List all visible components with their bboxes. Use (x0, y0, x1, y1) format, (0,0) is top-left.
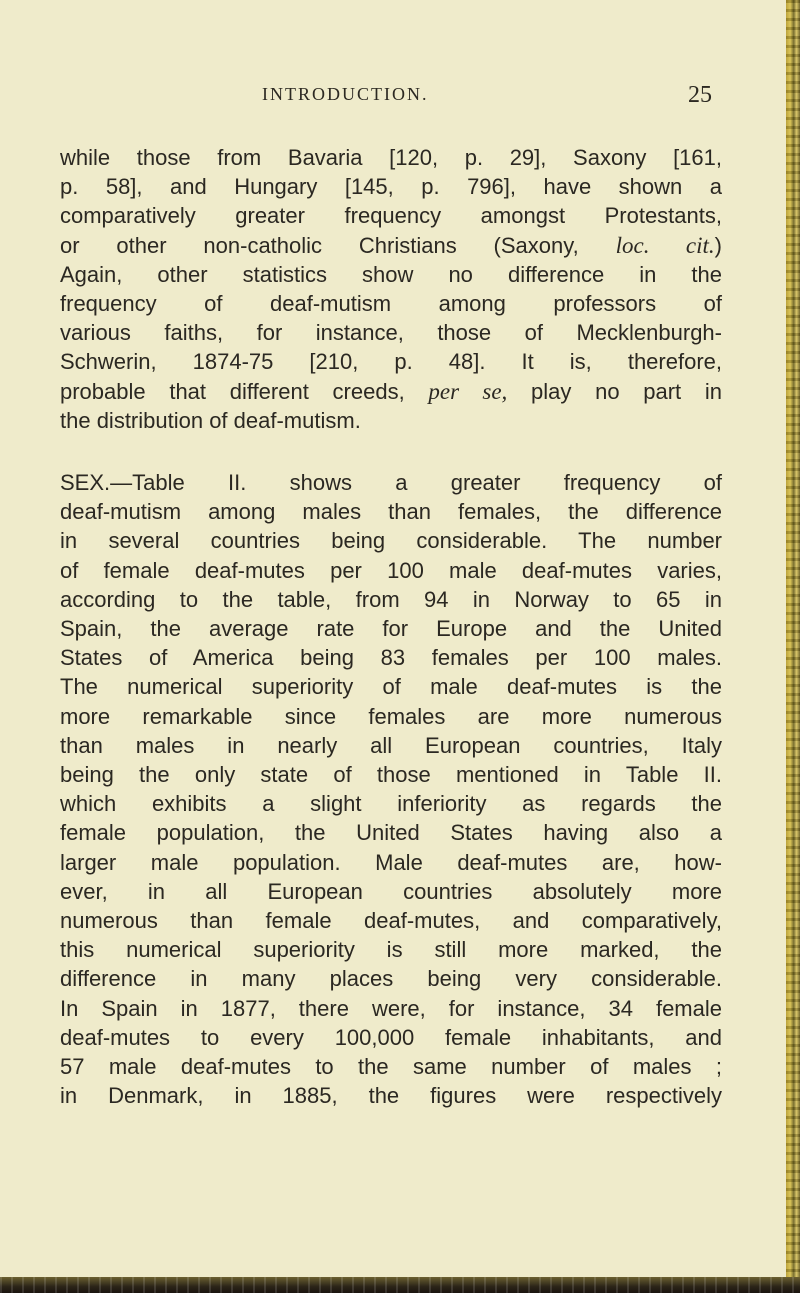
text-line: SEX.—Table II. shows a greater frequency of (60, 470, 722, 496)
running-head: INTRODUCTION. (262, 84, 429, 104)
text-line: Again, other statistics show no difference in the (60, 261, 722, 287)
text-line: larger male population. Male deaf-mutes are, how- (60, 849, 722, 875)
text-line: States of America being 83 females per 100 males. (60, 645, 722, 671)
italic-loc-cit: loc. cit. (615, 232, 715, 258)
text-line: more remarkable since females are more numerous (60, 703, 722, 729)
text-line: comparatively greater frequency amongst Protestants, (60, 203, 722, 229)
body-text (60, 143, 722, 1111)
text-line (60, 377, 722, 406)
text-line: p. 58], and Hungary [145, p. 796], have shown a (60, 174, 722, 200)
text-line: of female deaf-mutes per 100 male deaf-mutes varies, (60, 557, 722, 583)
text-line: in several countries being considerable. The number (60, 528, 722, 554)
text-line: Spain, the average rate for Europe and the United (60, 616, 722, 642)
text-line: being the only state of those mentioned in Table II. (60, 762, 722, 788)
book-bottom-edge (0, 1277, 800, 1293)
text-line: than males in nearly all European countries, Italy (60, 732, 722, 758)
text-line: deaf-mutism among males than females, the difference (60, 499, 722, 525)
text-line: female population, the United States having also a (60, 820, 722, 846)
paragraph-sex (60, 468, 722, 1110)
text-line: various faiths, for instance, those of Mecklenburgh- (60, 320, 722, 346)
text-line: while those from Bavaria [120, p. 29], Saxony [161, (60, 145, 722, 170)
text-line: ever, in all European countries absolutely more (60, 878, 722, 904)
text-line: 57 male deaf-mutes to the same number of males ; (60, 1054, 722, 1080)
paragraph-religion (60, 143, 722, 435)
text-line: difference in many places being very considerable. (60, 966, 722, 992)
text-line: In Spain in 1877, there were, for instance, 34 female (60, 995, 722, 1021)
page-number: 25 (688, 82, 712, 108)
text-line: the distribution of deaf-mutism. (60, 407, 361, 433)
text-line (60, 231, 722, 260)
text-segment: probable that different creeds, (60, 378, 429, 404)
text-segment: play no part in (507, 378, 722, 404)
text-segment: ) (714, 232, 722, 258)
page-header (60, 82, 722, 116)
page-stack-edge (786, 0, 800, 1293)
italic-per-se: per se, (428, 378, 508, 404)
text-line: deaf-mutes to every 100,000 female inhabitants, and (60, 1024, 722, 1050)
text-line: frequency of deaf-mutism among professors of (60, 291, 722, 317)
text-line: which exhibits a slight inferiority as regards the (60, 791, 722, 817)
text-line: numerous than female deaf-mutes, and comparatively, (60, 908, 722, 934)
text-line: The numerical superiority of male deaf-mutes is the (60, 674, 722, 700)
text-line: Schwerin, 1874-75 [210, p. 48]. It is, therefore, (60, 349, 722, 375)
text-segment: or other non-catholic Christians (Saxony, (60, 232, 616, 258)
paragraph-gap (60, 435, 722, 468)
text-line: this numerical superiority is still more marked, the (60, 937, 722, 963)
text-line: according to the table, from 94 in Norway to 65 in (60, 586, 722, 612)
text-line: in Denmark, in 1885, the figures were respectively (60, 1083, 722, 1109)
